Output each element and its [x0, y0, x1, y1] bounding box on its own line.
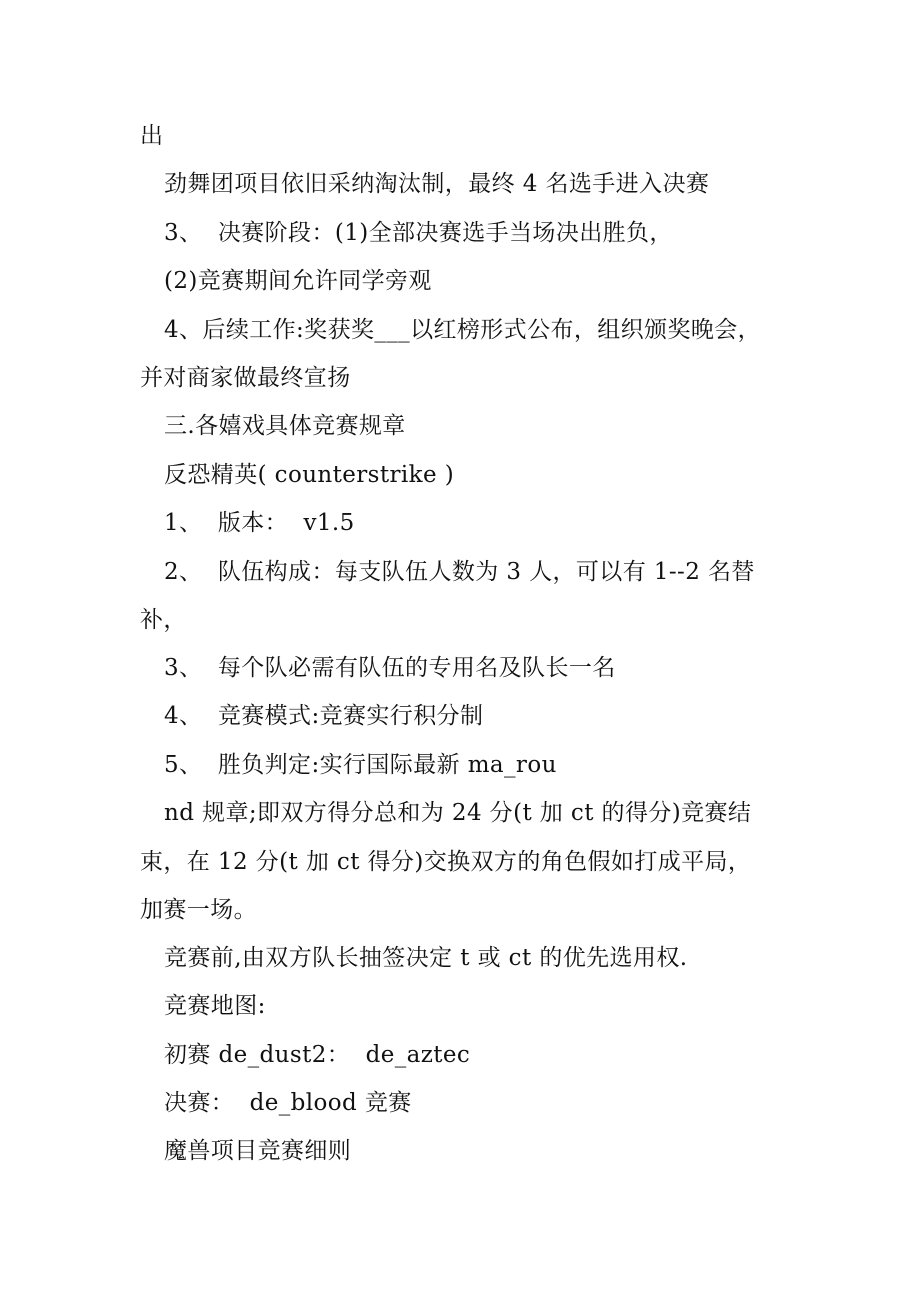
text-line-20: 初赛 de_dust2： de_aztec — [164, 1042, 471, 1068]
text-line-17: 加赛一场。 — [140, 897, 257, 923]
text-line-4: (2)竞赛期间允许同学旁观 — [164, 268, 432, 294]
text-line-6: 并对商家做最终宣扬 — [140, 365, 351, 391]
text-line-10: 2、 队伍构成：每支队伍人数为 3 人，可以有 1--2 名替 — [164, 559, 755, 585]
text-line-7: 三.各嬉戏具体竞赛规章 — [164, 413, 406, 439]
text-line-9: 1、 版本： v1.5 — [164, 510, 355, 536]
text-line-2: 劲舞团项目依旧采纳淘汰制，最终 4 名选手进入决赛 — [164, 171, 710, 197]
text-line-13: 4、 竞赛模式:竞赛实行积分制 — [164, 703, 484, 729]
text-line-16: 束，在 12 分(t 加 ct 得分)交换双方的角色假如打成平局， — [140, 849, 752, 875]
text-line-21: 决赛： de_blood 竞赛 — [164, 1090, 412, 1116]
text-line-18: 竞赛前,由双方队长抽签决定 t 或 ct 的优先选用权. — [164, 945, 688, 971]
text-line-15: nd 规章;即双方得分总和为 24 分(t 加 ct 的得分)竞赛结 — [164, 800, 752, 826]
text-line-8: 反恐精英( counterstrike ) — [164, 462, 455, 488]
text-line-5: 4、后续工作:奖获奖___以红榜形式公布，组织颁奖晚会， — [164, 317, 762, 343]
text-line-14: 5、 胜负判定:实行国际最新 ma_rou — [164, 752, 557, 778]
text-line-12: 3、 每个队必需有队伍的专用名及队长一名 — [164, 655, 616, 681]
text-line-19: 竞赛地图: — [164, 993, 266, 1019]
text-line-3: 3、 决赛阶段：(1)全部决赛选手当场决出胜负， — [164, 220, 673, 246]
text-line-1: 出 — [140, 123, 164, 149]
text-line-11: 补， — [140, 607, 187, 633]
text-line-22: 魔兽项目竞赛细则 — [164, 1138, 352, 1164]
